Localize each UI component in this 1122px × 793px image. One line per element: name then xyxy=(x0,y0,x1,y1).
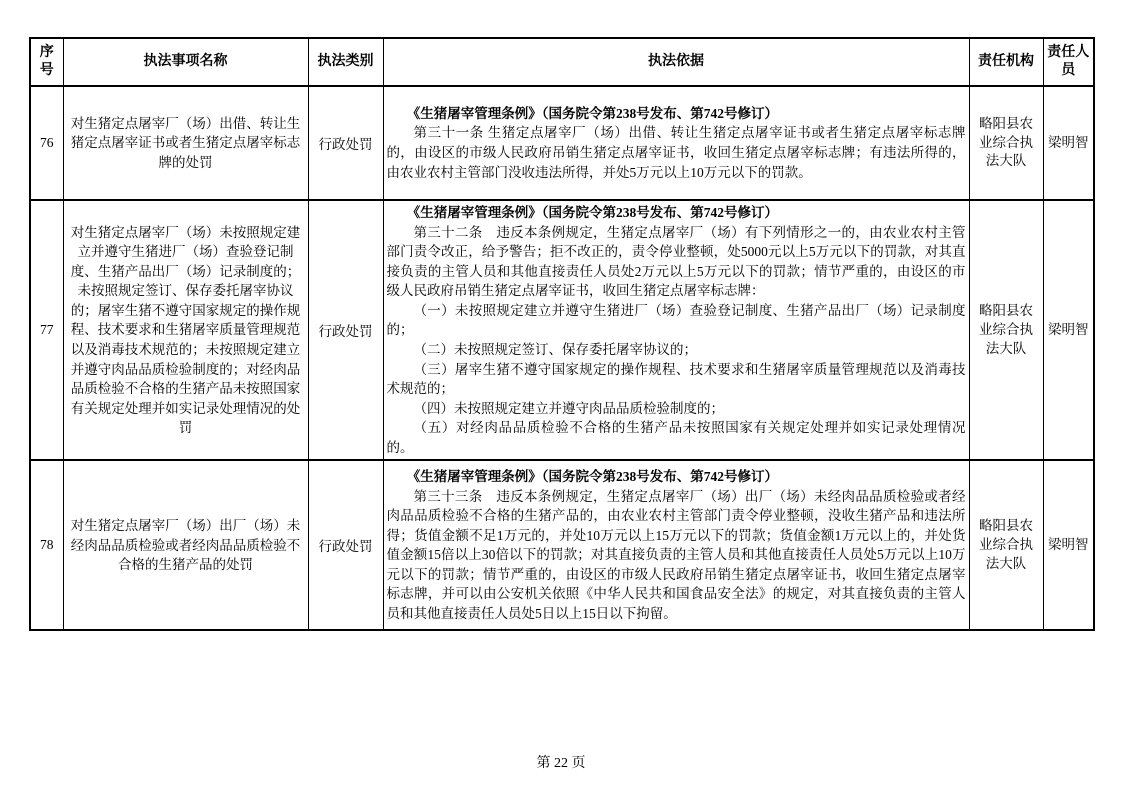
cell-item-name: 对生猪定点屠宰厂（场）出借、转让生猪定点屠宰证书或者生猪定点屠宰标志牌的处罚 xyxy=(63,86,308,200)
enforcement-items-table xyxy=(29,37,1095,631)
cell-serial-number: 78 xyxy=(30,460,63,630)
basis-paragraph: 第三十一条 生猪定点屠宰厂（场）出借、转让生猪定点屠宰证书或者生猪定点屠宰标志牌的，由设区的市级人民政府吊销生猪定点屠宰证书，收回生猪定点屠宰标志牌；有违法所得的，由农业农村主管部门没收违法所得，并处5万元以上10万元以下的罚款。 xyxy=(386,125,966,180)
cell-responsible-person: 梁明智 xyxy=(1043,200,1094,460)
col-header-category: 执法类别 xyxy=(308,38,383,86)
table-row xyxy=(30,200,1094,460)
col-header-legal-basis: 执法依据 xyxy=(383,38,969,86)
cell-category: 行政处罚 xyxy=(308,460,383,630)
col-header-serial-number: 序号 xyxy=(30,38,63,86)
basis-title: 《生猪屠宰管理条例》（国务院令第238号发布、第742号修订） xyxy=(406,205,778,220)
col-header-responsible-person: 责任人员 xyxy=(1043,38,1094,86)
col-header-responsible-agency: 责任机构 xyxy=(969,38,1043,86)
basis-title: 《生猪屠宰管理条例》（国务院令第238号发布、第742号修订） xyxy=(406,105,778,121)
cell-responsible-person: 梁明智 xyxy=(1043,86,1094,200)
basis-paragraph: （二）未按照规定签订、保存委托屠宰协议的； xyxy=(413,341,697,357)
cell-serial-number: 77 xyxy=(30,200,63,460)
basis-paragraph: 第三十二条 违反本条例规定，生猪定点屠宰厂（场）有下列情形之一的，由农业农村主管部门责令改正，给予警告；拒不改正的，责令停业整顿，处5000元以上5万元以下的罚款，对其直接负责的主管人员和其他直接责任人员处2万元以上5万元以下的罚款；情节严重的，由设区的市级人民政府吊销生猪定点屠宰证书，收回生猪定点屠宰标志牌： xyxy=(386,224,966,299)
cell-serial-number: 76 xyxy=(30,86,63,200)
cell-legal-basis xyxy=(383,460,969,630)
cell-responsible-agency: 略阳县农业综合执法大队 xyxy=(969,86,1043,200)
cell-category: 行政处罚 xyxy=(308,200,383,460)
basis-paragraph: （三）屠宰生猪不遵守国家规定的操作规程、技术要求和生猪屠宰质量管理规范以及消毒技术规范的； xyxy=(386,361,966,397)
cell-responsible-agency: 略阳县农业综合执法大队 xyxy=(969,460,1043,630)
cell-responsible-agency: 略阳县农业综合执法大队 xyxy=(969,200,1043,460)
basis-paragraph: 第三十三条 违反本条例规定，生猪定点屠宰厂（场）出厂（场）未经肉品品质检验或者经肉品品质检验不合格的生猪产品的，由农业农村主管部门责令停业整顿，没收生猪产品和违法所得；货值金额不足1万元的，并处10万元以上15万元以下的罚款；货值金额1万元以上的，并处货值金额15倍以上30倍以下的罚款；对其直接负责的主管人员和其他直接责任人员处5万元以上10万元以下的罚款；情节严重的，由设区的市级人民政府吊销生猪定点屠宰证书，收回生猪定点屠宰标志牌，并可以由公安机关依照《中华人民共和国食品安全法》的规定，对其直接负责的主管人员和其他直接责任人员处5日以上15日以下拘留。 xyxy=(386,488,966,621)
cell-legal-basis xyxy=(383,86,969,200)
table-row xyxy=(30,86,1094,200)
cell-responsible-person: 梁明智 xyxy=(1043,460,1094,630)
table-row xyxy=(30,460,1094,630)
basis-paragraph: （五）对经肉品品质检验不合格的生猪产品未按照国家有关规定处理并如实记录处理情况的。 xyxy=(386,420,966,455)
col-header-item-name: 执法事项名称 xyxy=(63,38,308,86)
basis-title: 《生猪屠宰管理条例》（国务院令第238号发布、第742号修订） xyxy=(406,469,778,485)
basis-paragraph: （四）未按照规定建立并遵守肉品品质检验制度的； xyxy=(413,400,724,416)
page-number: 第 22 页 xyxy=(536,756,586,771)
cell-legal-basis xyxy=(383,200,969,460)
table-header-row xyxy=(30,38,1094,86)
cell-category: 行政处罚 xyxy=(308,86,383,200)
cell-item-name: 对生猪定点屠宰厂（场）未按照规定建立并遵守生猪进厂（场）查验登记制度、生猪产品出厂（场）记录制度的；未按照规定签订、保存委托屠宰协议的；屠宰生猪不遵守国家规定的操作规程、技术要求和生猪屠宰质量管理规范以及消毒技术规范的；未按照规定建立并遵守肉品品质检验制度的；对经肉品品质检验不合格的生猪产品未按照国家有关规定处理并如实记录处理情况的处罚 xyxy=(63,200,308,460)
cell-item-name: 对生猪定点屠宰厂（场）出厂（场）未经肉品品质检验或者经肉品品质检验不合格的生猪产品的处罚 xyxy=(63,460,308,630)
basis-paragraph: （一）未按照规定建立并遵守生猪进厂（场）查验登记制度、生猪产品出厂（场）记录制度的； xyxy=(386,302,966,338)
